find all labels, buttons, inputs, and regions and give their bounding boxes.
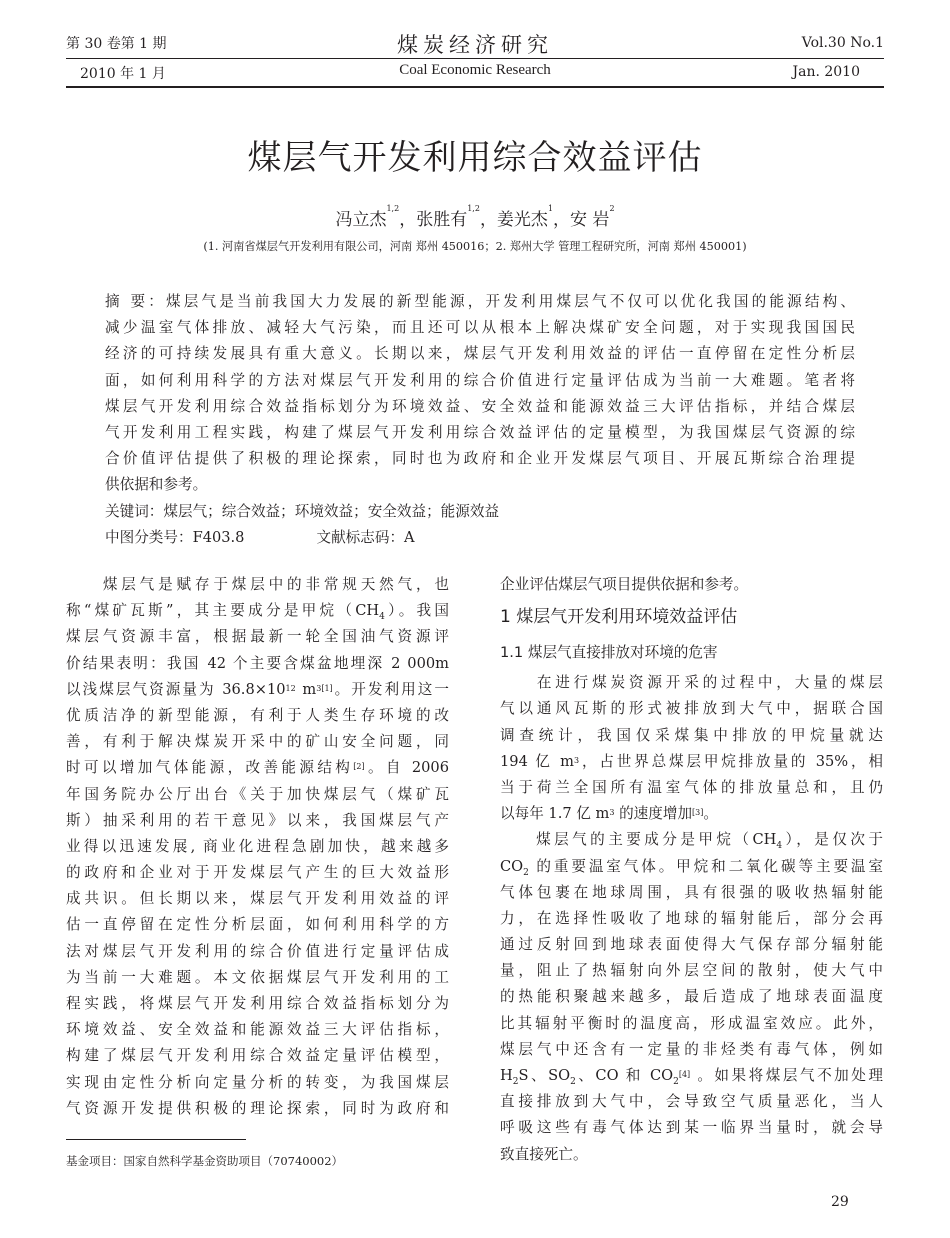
body-line: 斯）抽采利用的若干意见》以来，我国煤层气产 [66, 811, 449, 829]
body-line: 煤层气资源丰富，根据最新一轮全国油气资源评 [66, 628, 449, 646]
abstract [105, 289, 855, 551]
keywords: 关键词：煤层气；综合效益；环境效益；安全效益；能源效益 [105, 502, 500, 520]
funding-footnote: 基金项目：国家自然科学基金资助项目（70740002） [66, 1154, 344, 1168]
section-heading: 1 煤层气开发利用环境效益评估 [500, 607, 738, 628]
document-code: 文献标志码：A [316, 528, 415, 546]
body-line: 煤层气中还含有一定量的非烃类有毒气体，例如 [500, 1040, 883, 1058]
author-affil-mark: 1,2 [467, 204, 480, 213]
body-line: 称“煤矿瓦斯”，其主要成分是甲烷$(CH_4)$。我国 [66, 602, 449, 623]
abstract-line: 气开发利用工程实践，构建了煤层气开发利用综合效益评估的定量模型，为我国煤层气资源的综 [105, 423, 855, 441]
body-line: 当于荷兰全国所有温室气体的排放量总和，且仍 [500, 778, 883, 796]
header-date-en: Jan. 2010 [792, 64, 860, 80]
affiliations: (1. 河南省煤层气开发利用有限公司，河南 郑州 450016；2. 郑州大学 管理工程研究所，河南 郑州 450001) [203, 240, 747, 253]
abstract-line: 减少温室气体排放、减轻大气污染，而且还可以从根本上解决煤矿安全问题，对于实现我国国民 [105, 319, 855, 337]
body-right-column [500, 572, 883, 1168]
body-line: 的政府和企业对于开发煤层气产生的巨大效益形 [66, 864, 449, 882]
article-title: 煤层气开发利用综合效益评估 [247, 138, 703, 178]
body-line: 以每年 1.7 亿 $m^3$ 的速度增加[3]。 [500, 805, 718, 823]
author-affil-mark: 1 [547, 204, 554, 213]
body-line: 通过反射回到地球表面使得大气保存部分辐射能 [500, 936, 883, 954]
author-name: ，姜光杰 [479, 210, 548, 230]
body-line: 法对煤层气开发利用的综合价值进行定量评估成 [66, 942, 449, 960]
body-line: 气以通风瓦斯的形式被排放到大气中，据联合国 [500, 700, 883, 718]
author-name: ，张胜有 [399, 210, 468, 230]
body-line: 力，在选择性吸收了地球的辐射能后，部分会再 [500, 909, 883, 927]
body-line: $CO_2$ 的重要温室气体。甲烷和二氧化碳等主要温室 [500, 857, 883, 878]
body-line: 调查统计，我国仅采煤集中排放的甲烷量就达 [500, 726, 883, 744]
body-line: 的热能积聚越来越多，最后造成了地球表面温度 [500, 988, 883, 1006]
header-date: 2010 年 1 月 [80, 66, 166, 82]
header-volume-issue: 第 30 卷第 1 期 [66, 36, 167, 52]
body-line: 气资源开发提供积极的理论探索，同时为政府和 [66, 1099, 449, 1117]
body-line: 煤层气是赋存于煤层中的非常规天然气，也 [66, 576, 449, 593]
body-line: 在进行煤炭资源开采的过程中，大量的煤层 [500, 674, 883, 692]
footnote-rule [66, 1139, 246, 1140]
body-line: 企业评估煤层气项目提供依据和参考。 [500, 576, 749, 593]
abstract-line: 经济的可持续发展具有重大意义。长期以来，煤层气开发利用效益的评估一直停留在定性分析层 [105, 345, 855, 363]
header-rule-thick [66, 86, 884, 88]
body-line: 年国务院办公厅出台《关于加快煤层气（煤矿瓦 [66, 785, 449, 803]
body-line: 估一直停留在定性分析层面，如何利用科学的方 [66, 916, 449, 934]
body-line: 气体包裹在地球周围，具有很强的吸收热辐射能 [500, 883, 883, 901]
body-line: 以浅煤层气资源量为 $36.8\times 10^{12}$ $m^{3[1]}$。开发利用这一 [66, 680, 449, 698]
body-line: 成共识。但长期以来，煤层气开发利用效益的评 [66, 890, 449, 908]
body-line: 煤层气的主要成分是甲烷$(CH_4)$，是仅次于 [500, 831, 883, 852]
body-line: 实现由定性分析向定量分析的转变，为我国煤层 [66, 1073, 449, 1091]
page-number: 29 [831, 1194, 849, 1210]
body-line: 194 亿 $m^3$，占世界总煤层甲烷排放量的 35%，相 [500, 752, 884, 770]
header-volume-issue-en: Vol.30 No.1 [801, 35, 884, 51]
body-line: $H_2S$、$SO_2$、CO 和 $CO_2[4]$ 。如果将煤层气不加处理 [500, 1067, 883, 1087]
body-line: 善，有利于解决煤炭开采中的矿山安全问题，同 [66, 733, 449, 751]
abstract-line: 合价值评估提供了积极的理论探索，同时也为政府和企业开发煤层气项目、开展瓦斯综合治理提 [105, 450, 855, 468]
abstract-line: 供依据和参考。 [105, 476, 208, 494]
body-line: 直接排放到大气中，会导致空气质量恶化，当人 [500, 1093, 883, 1111]
subsection-heading: 1.1 煤层气直接排放对环境的危害 [500, 644, 718, 662]
header-journal-en: Coal Economic Research [399, 62, 551, 78]
abstract-line: 面，如何利用科学的方法对煤层气开发利用的综合价值进行定量评估成为当前一大难题。笔者将 [105, 371, 855, 389]
body-line: 环境效益、安全效益和能源效益三大评估指标， [66, 1021, 449, 1039]
abstract-line: 摘 要：煤层气是当前我国大力发展的新型能源，开发利用煤层气不仅可以优化我国的能源结构、 [105, 293, 855, 310]
author-list [0, 205, 950, 230]
body-line: 优质洁净的新型能源，有利于人类生存环境的改 [66, 706, 449, 724]
body-line: 为当前一大难题。本文依据煤层气开发利用的工 [66, 968, 449, 986]
body-left-column [66, 572, 449, 1122]
header-journal-cn: 煤炭经济研究 [397, 33, 553, 57]
body-line: 价结果表明：我国 42 个主要含煤盆地埋深 2 000m [66, 654, 449, 672]
abstract-line: 煤层气开发利用综合效益指标划分为环境效益、安全效益和能源效益三大评估指标，并结合煤层 [105, 397, 855, 415]
clc-number: 中图分类号：F403.8 [105, 528, 245, 546]
author-name: ，安 岩 [553, 210, 610, 230]
body-line: 业得以迅速发展, 商业化进程急剧加快，越来越多 [66, 837, 449, 855]
body-line: 构建了煤层气开发利用综合效益定量评估模型， [66, 1047, 449, 1065]
body-line: 量，阻止了热辐射向外层空间的散射，使大气中 [500, 962, 883, 980]
author-name: 冯立杰 [335, 210, 387, 230]
header-rule-thin [66, 58, 884, 59]
classification-row [105, 525, 855, 551]
body-line: 致直接死亡。 [500, 1145, 588, 1163]
body-line: 时可以增加气体能源，改善能源结构[2]。自 2006 [66, 759, 449, 777]
body-line: 呼吸这些有毒气体达到某一临界当量时，就会导 [500, 1119, 883, 1137]
author-affil-mark: 2 [609, 204, 615, 213]
author-affil-mark: 1,2 [386, 204, 400, 213]
body-line: 程实践，将煤层气开发利用综合效益指标划分为 [66, 995, 449, 1012]
body-line: 比其辐射平衡时的温度高，形成温室效应。此外， [500, 1014, 883, 1032]
